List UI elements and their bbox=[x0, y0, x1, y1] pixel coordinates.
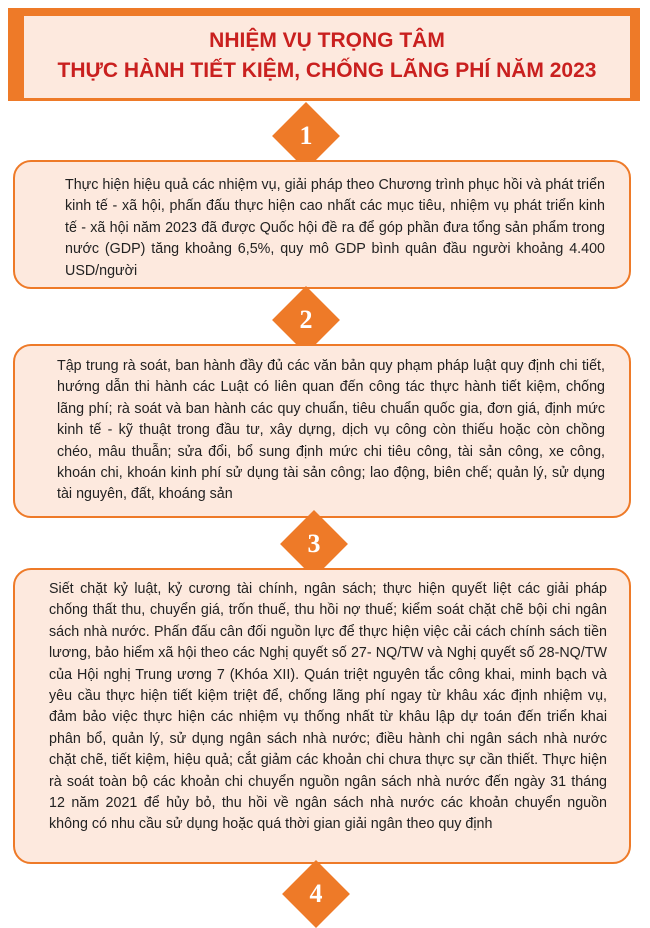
step-number-3: 3 bbox=[307, 529, 321, 558]
title-line-2: THỰC HÀNH TIẾT KIỆM, CHỐNG LÃNG PHÍ NĂM 2023 bbox=[57, 59, 597, 82]
step-number-1: 1 bbox=[299, 121, 313, 150]
title-line-1: NHIỆM VỤ TRỌNG TÂM bbox=[209, 29, 445, 52]
step-box-1 bbox=[13, 160, 631, 289]
step-text-1: Thực hiện hiệu quả các nhiệm vụ, giải pháp theo Chương trình phục hồi và phát triển kinh tế - xã hội, phấn đấu thực hiện cao nhất các mục tiêu, nhiệm vụ phát triển kinh tế - xã hội năm 2023 đã được Quốc hội đề ra để góp phần đưa tổng sản phẩm trong nước (GDP) tăng khoảng 6,5%, quy mô GDP bình quân đầu người khoảng 4.400 USD/người bbox=[65, 177, 605, 279]
step-number-2: 2 bbox=[299, 305, 313, 334]
title-box bbox=[24, 16, 630, 98]
step-number-4: 4 bbox=[309, 879, 323, 908]
step-box-2 bbox=[13, 344, 631, 518]
title-banner bbox=[8, 8, 640, 101]
step-text-2: Tập trung rà soát, ban hành đầy đủ các văn bản quy phạm pháp luật quy định chi tiết, hướng dẫn thi hành các Luật có liên quan đến công tác thực hành tiết kiệm, chống lãng phí; rà soát và ban hành các quy chuẩn, tiêu chuẩn quốc gia, đơn giá, định mức kinh tế - kỹ thuật trong đầu tư, xây dựng, dịch vụ công còn thiếu hoặc còn chồng chéo, mâu thuẫn; sửa đổi, bổ sung định mức chi tiêu công, tài sản công, xe công, khoán chi, khoán kinh phí sử dụng tài sản công; lao động, biên chế; quản lý, sử dụng tài nguyên, đất, khoáng sản bbox=[57, 358, 605, 503]
step-box-3 bbox=[13, 568, 631, 864]
step-text-3: Siết chặt kỷ luật, kỷ cương tài chính, ngân sách; thực hiện quyết liệt các giải pháp chống thất thu, chuyển giá, trốn thuế, thu hồi nợ thuế; kiểm soát chặt chẽ bội chi ngân sách nhà nước. Phấn đấu cân đối nguồn lực để thực hiện việc cải cách chính sách tiền lương, bảo hiểm xã hội theo các Nghị quyết số 27- NQ/TW và Nghị quyết số 28-NQ/TW của Hội nghị Trung ương 7 (Khóa XII). Quán triệt nguyên tắc công khai, minh bạch và yêu cầu thực hiện tiết kiệm triệt để, chống lãng phí ngay từ khâu xác định nhiệm vụ, đảm bảo việc thực hiện các nhiệm vụ thống nhất từ khâu lập dự toán đến triển khai phân bổ, quản lý, sử dụng ngân sách nhà nước; điều hành chi ngân sách nhà nước chặt chẽ, tiết kiệm, hiệu quả; cắt giảm các khoản chi chưa thực sự cần thiết. Thực hiện rà soát toàn bộ các khoản chi chuyển nguồn ngân sách nhà nước đến ngày 31 tháng 12 năm 2021 để hủy bỏ, thu hồi về ngân sách nhà nước các khoản chuyển nguồn không có nhu cầu sử dụng hoặc quá thời gian giải ngân theo quy định bbox=[49, 581, 607, 833]
